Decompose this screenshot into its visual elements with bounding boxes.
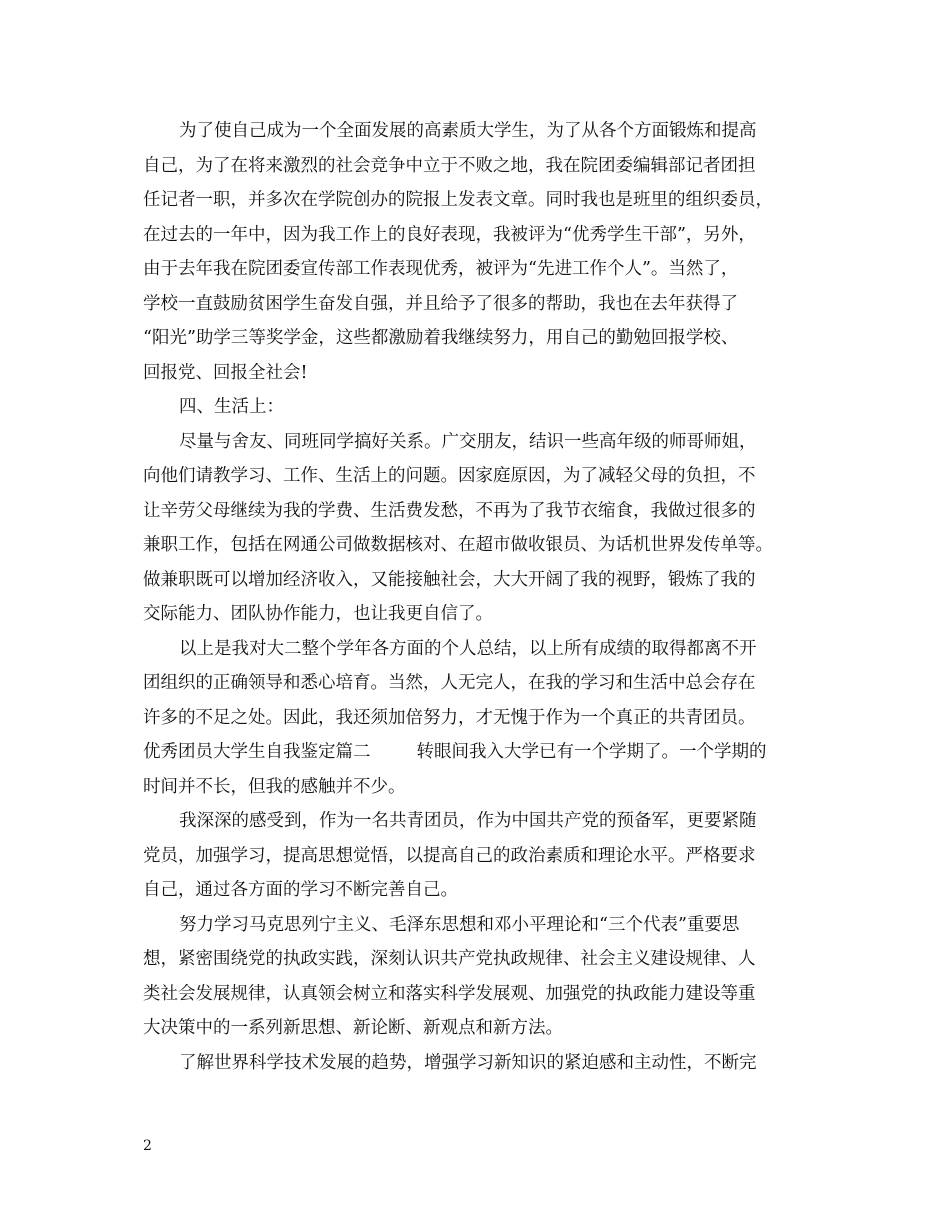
text-line: 我深深的感受到，作为一名共青团员，作为中国共产党的预备军，更要紧随 — [179, 811, 757, 831]
text-line: 努力学习马克思列宁主义、毛泽东思想和邓小平理论和“三个代表”重要思 — [179, 914, 740, 935]
text-line: 以上是我对大二整个学年各方面的个人总结，以上所有成绩的取得都离不开 — [179, 638, 757, 659]
text-line: 团组织的正确领导和悉心培育。当然，人无完人，在我的学习和生活中总会存在 — [143, 673, 756, 693]
text-line: 兼职工作，包括在网通公司做数据核对、在超市做收银员、为话机世界发传单等。 — [143, 535, 773, 555]
text-line: 许多的不足之处。因此，我还须加倍努力，才无愧于作为一个真正的共青团员。 — [143, 707, 756, 728]
text-line: 党员，加强学习，提高思想觉悟，以提高自己的政治素质和理论水平。严格要求 — [143, 845, 756, 866]
article-title: 优秀团员大学生自我鉴定篇二 — [143, 742, 371, 762]
text-line: 尽量与舍友、同班同学搞好关系。广交朋友，结识一些高年级的师哥师姐， — [179, 431, 757, 452]
page-number: 2 — [143, 1138, 152, 1154]
text-line: 交际能力、团队协作能力，也让我更自信了。 — [143, 604, 493, 624]
text-line: “阳光”助学三等奖学金，这些都激励着我继续努力，用自己的勤勉回报学校、 — [143, 328, 739, 348]
text-line: 在过去的一年中，因为我工作上的良好表现，我被评为“优秀学生干部”，另外， — [143, 224, 756, 245]
text-line: 类社会发展规律，认真领会树立和落实科学发展观、加强党的执政能力建设等重 — [143, 983, 756, 1004]
document-body — [143, 114, 823, 1080]
text-line: 想，紧密围绕党的执政实践，深刻认识共产党执政规律、社会主义建设规律、人 — [143, 949, 756, 969]
text-line: 时间并不长，但我的感触并不少。 — [143, 776, 406, 797]
text-line — [143, 735, 823, 770]
text-line: 向他们请教学习、工作、生活上的问题。因家庭原因，为了减轻父母的负担，不 — [143, 466, 756, 486]
article-first-line: 转眼间我入大学已有一个学期了。一个学期的 — [416, 742, 767, 762]
text-line: 自己，为了在将来激烈的社会竞争中立于不败之地，我在院团委编辑部记者团担 — [143, 155, 756, 176]
text-line: 学校一直鼓励贫困学生奋发自强，并且给予了很多的帮助，我也在去年获得了 — [143, 293, 738, 314]
text-line: 为了使自己成为一个全面发展的高素质大学生，为了从各个方面锻炼和提高 — [179, 121, 757, 141]
text-line: 回报党、回报全社会! — [143, 362, 308, 383]
text-line: 做兼职既可以增加经济收入，又能接触社会，大大开阔了我的视野，锻炼了我的 — [143, 569, 756, 590]
text-line: 由于去年我在院团委宣传部工作表现优秀，被评为“先进工作个人”。当然了， — [143, 259, 739, 279]
text-line: 大决策中的一系列新思想、新论断、新观点和新方法。 — [143, 1018, 563, 1038]
text-line: 任记者一职，并多次在学院创办的院报上发表文章。同时我也是班里的组织委员， — [143, 190, 773, 210]
text-line: 自己，通过各方面的学习不断完善自己。 — [143, 880, 458, 900]
section-heading: 四、生活上： — [179, 397, 284, 417]
text-line: 让辛劳父母继续为我的学费、生活费发愁，不再为了我节衣缩食，我做过很多的 — [143, 500, 756, 521]
text-line: 了解世界科学技术发展的趋势，增强学习新知识的紧迫感和主动性，不断完 — [179, 1052, 757, 1073]
